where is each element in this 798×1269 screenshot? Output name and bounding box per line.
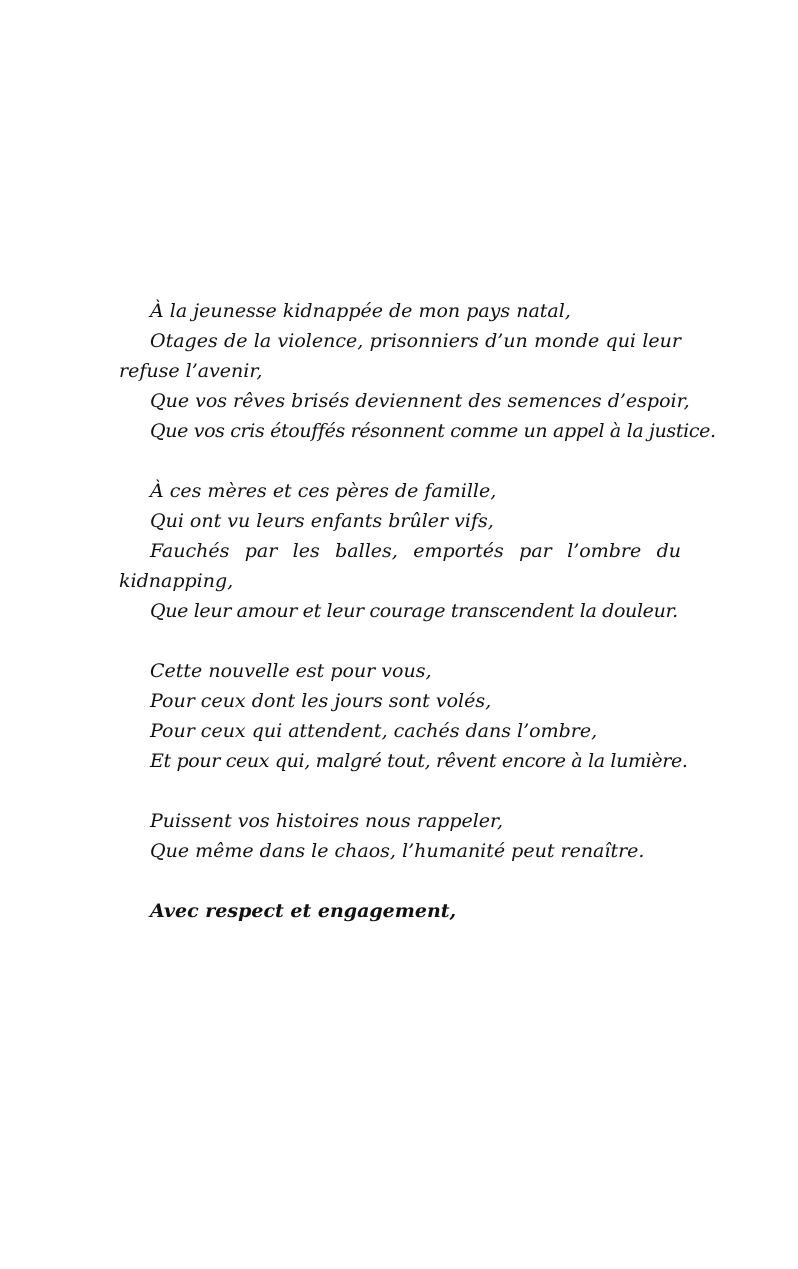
closing-signature: Avec respect et engagement, <box>150 900 457 922</box>
verse-line: À ces mères et ces pères de famille, <box>150 480 497 502</box>
stanza-4 <box>119 806 681 866</box>
stanza-2 <box>119 476 681 626</box>
verse-line: Que vos rêves brisés deviennent des semences d’espoir, <box>150 390 690 412</box>
verse-line: Qui ont vu leurs enfants brûler vifs, <box>150 510 494 532</box>
verse-line: Pour ceux dont les jours sont volés, <box>150 690 492 712</box>
dedication-text <box>119 296 716 926</box>
verse-line: Cette nouvelle est pour vous, <box>150 660 432 682</box>
stanza-1 <box>119 296 716 446</box>
verse-line: Et pour ceux qui, malgré tout, rêvent encore à la lumière. <box>150 750 688 772</box>
verse-line: Que vos cris étouffés résonnent comme un appel à la justice. <box>150 420 716 442</box>
verse-line: Otages de la violence, prisonniers d’un monde qui leur refuse l’avenir, <box>119 330 681 382</box>
verse-line: Pour ceux qui attendent, cachés dans l’ombre, <box>150 720 598 742</box>
verse-line: Puissent vos histoires nous rappeler, <box>150 810 504 832</box>
verse-line: À la jeunesse kidnappée de mon pays natal, <box>150 300 571 322</box>
stanza-3 <box>119 656 688 776</box>
verse-line: Que même dans le chaos, l’humanité peut renaître. <box>150 840 645 862</box>
verse-line: Que leur amour et leur courage transcendent la douleur. <box>150 600 678 622</box>
verse-line: Fauchés par les balles, emportés par l’ombre du kidnapping, <box>119 540 681 592</box>
